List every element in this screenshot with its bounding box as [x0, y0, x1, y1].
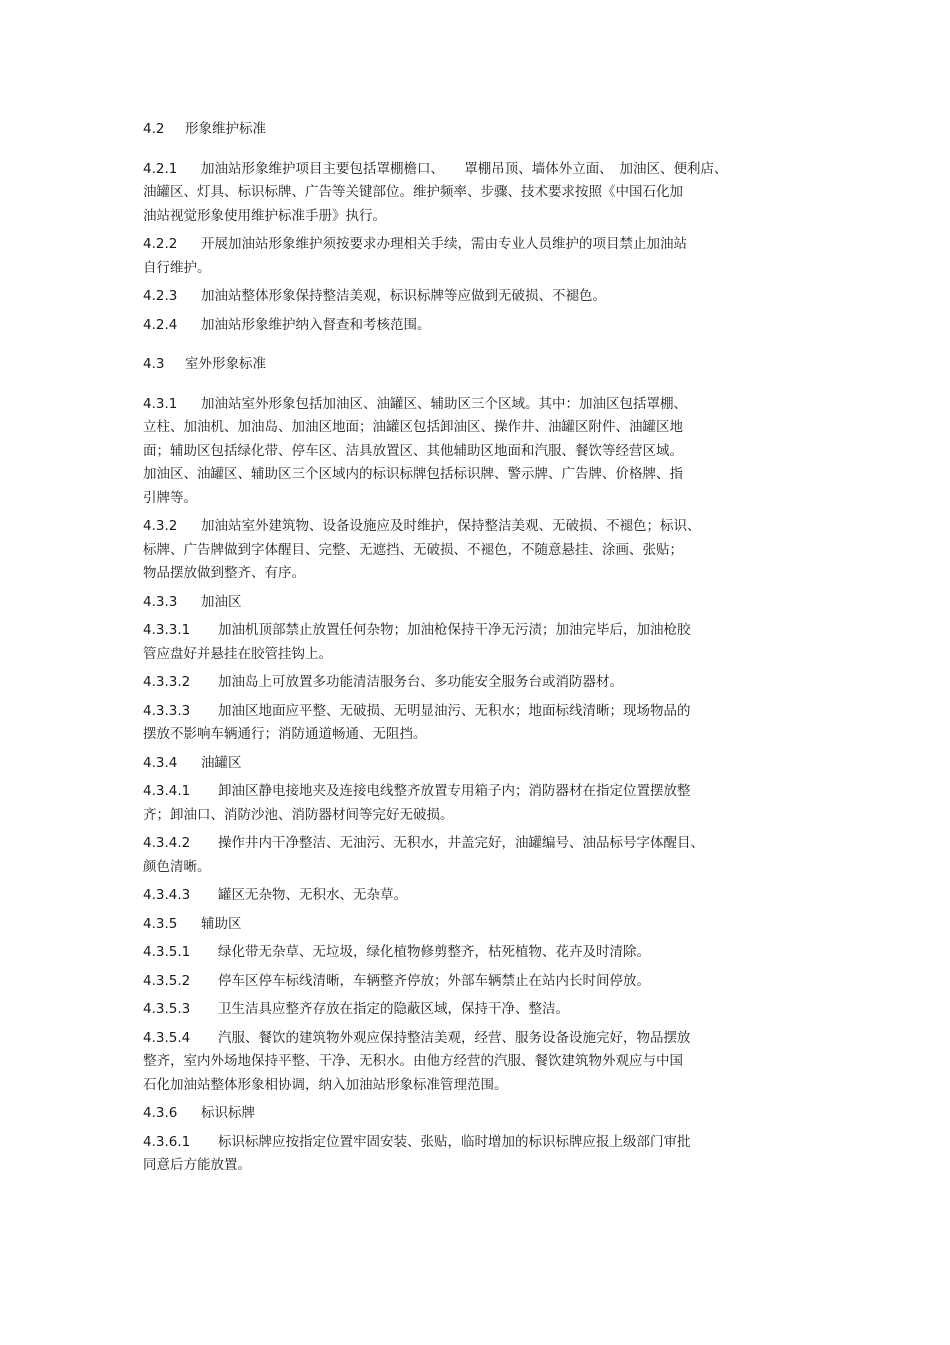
text-line: [143, 393, 823, 417]
clause-number: 4.2.3: [143, 288, 178, 304]
clause-number: 4.3.4.1: [143, 783, 191, 799]
text-line: [143, 970, 823, 994]
clause-text: 罐区无杂物、无积水、无杂草。: [218, 887, 407, 903]
clause-paragraph: [143, 158, 823, 229]
text-line: [143, 118, 823, 142]
clause-text: 加油区、油罐区、辅助区三个区域内的标识标牌包括标识牌、警示牌、广告牌、价格牌、指: [143, 466, 683, 482]
text-line: [143, 913, 823, 937]
clause-paragraph: [143, 752, 823, 776]
clause-text: 操作井内干净整洁、无油污、无积水，井盖完好，油罐编号、油品标号字体醒目、: [218, 835, 704, 851]
clause-number: 4.3.3.3: [143, 702, 191, 719]
clause-paragraph: [143, 913, 823, 937]
document-body: [143, 118, 823, 1178]
clause-text: 加油岛上可放置多功能清洁服务台、多功能安全服务台或消防器材。: [218, 674, 623, 690]
clause-number: 4.3.4: [143, 754, 178, 771]
text-line: [143, 1154, 823, 1178]
text-line: [143, 515, 823, 539]
clause-text: 自行维护。: [143, 259, 211, 276]
clause-number: 4.3.5.2: [143, 972, 191, 989]
clause-paragraph: [143, 700, 823, 747]
clause-paragraph: [143, 780, 823, 827]
clause-text: 面；辅助区包括绿化带、停车区、洁具放置区、其他辅助区地面和汽服、餐饮等经营区域。: [143, 442, 683, 459]
clause-text: 绿化带无杂草、无垃圾，绿化植物修剪整齐，枯死植物、花卉及时清除。: [218, 944, 650, 960]
text-line: [143, 804, 823, 828]
clause-number: 4.2.4: [143, 316, 178, 333]
clause-text: 立柱、加油机、加油岛、加油区地面；油罐区包括卸油区、操作井、油罐区附件、油罐区地: [143, 419, 683, 435]
clause-text: 油罐区: [201, 754, 242, 771]
clause-text: 加油区地面应平整、无破损、无明显油污、无积水；地面标线清晰；现场物品的: [218, 702, 691, 719]
clause-text: 物品摆放做到整齐、有序。: [143, 565, 305, 581]
section-heading: [143, 353, 823, 377]
clause-text: 加油站形象维护纳入督查和考核范围。: [201, 316, 431, 333]
text-line: [143, 1027, 823, 1051]
clause-number: 4.3.4.3: [143, 887, 191, 903]
text-line: [143, 158, 823, 182]
text-line: [143, 463, 823, 487]
clause-number: 4.3.3: [143, 593, 178, 610]
clause-text: 加油站室外形象包括加油区、油罐区、辅助区三个区域。其中：加油区包括罩棚、: [201, 395, 687, 412]
text-line: [143, 998, 823, 1022]
clause-paragraph: [143, 1102, 823, 1126]
text-line: [143, 1074, 823, 1098]
text-line: [143, 539, 823, 563]
clause-number: 4.3: [143, 356, 165, 372]
clause-text: 齐；卸油口、消防沙池、消防器材间等完好无破损。: [143, 806, 454, 823]
clause-paragraph: [143, 671, 823, 695]
clause-text: 形象维护标准: [185, 121, 266, 137]
clause-text: 油站视觉形象使用维护标准手册》执行。: [143, 207, 386, 224]
clause-paragraph: [143, 1027, 823, 1098]
clause-paragraph: [143, 285, 823, 309]
text-line: [143, 832, 823, 856]
clause-text: 汽服、餐饮的建筑物外观应保持整洁美观，经营、服务设备设施完好，物品摆放: [218, 1029, 691, 1046]
clause-text: 室外形象标准: [185, 356, 266, 372]
text-line: [143, 752, 823, 776]
clause-number: 4.2.2: [143, 236, 178, 252]
clause-paragraph: [143, 619, 823, 666]
clause-text: 油罐区、灯具、标识标牌、广告等关键部位。维护频率、步骤、技术要求按照《中国石化加: [143, 184, 683, 200]
text-line: [143, 440, 823, 464]
clause-paragraph: [143, 515, 823, 586]
clause-paragraph: [143, 832, 823, 879]
clause-text: 加油机顶部禁止放置任何杂物；加油枪保持干净无污渍；加油完毕后，加油枪胶: [218, 622, 691, 638]
text-line: [143, 941, 823, 965]
clause-text: 加油站室外建筑物、设备设施应及时维护，保持整洁美观、无破损、不褪色；标识、: [201, 518, 701, 534]
clause-text: 加油区: [201, 593, 242, 610]
clause-paragraph: [143, 1131, 823, 1178]
clause-number: 4.3.2: [143, 518, 178, 534]
clause-number: 4.3.5.3: [143, 1001, 191, 1017]
text-line: [143, 1131, 823, 1155]
clause-paragraph: [143, 233, 823, 280]
clause-text: 卸油区静电接地夹及连接电线整齐放置专用箱子内；消防器材在指定位置摆放整: [218, 783, 691, 799]
clause-paragraph: [143, 591, 823, 615]
text-line: [143, 416, 823, 440]
clause-text: 加油站形象维护项目主要包括罩棚檐口、 罩棚吊顶、墙体外立面、 加油区、便利店、: [201, 160, 728, 177]
clause-number: 4.3.6.1: [143, 1133, 191, 1150]
text-line: [143, 205, 823, 229]
clause-number: 4.2.1: [143, 160, 178, 177]
clause-text: 引牌等。: [143, 489, 197, 506]
clause-text: 管应盘好并悬挂在胶管挂钩上。: [143, 645, 332, 662]
clause-text: 开展加油站形象维护须按要求办理相关手续，需由专业人员维护的项目禁止加油站: [201, 236, 687, 252]
text-line: [143, 233, 823, 257]
clause-text: 同意后方能放置。: [143, 1157, 251, 1173]
clause-text: 加油站整体形象保持整洁美观，标识标牌等应做到无破损、不褪色。: [201, 288, 606, 304]
text-line: [143, 353, 823, 377]
clause-number: 4.3.4.2: [143, 835, 191, 851]
clause-number: 4.2: [143, 121, 165, 137]
clause-text: 辅助区: [201, 915, 242, 932]
text-line: [143, 780, 823, 804]
text-line: [143, 700, 823, 724]
clause-paragraph: [143, 884, 823, 908]
text-line: [143, 1102, 823, 1126]
text-line: [143, 643, 823, 667]
clause-number: 4.3.6: [143, 1105, 178, 1121]
text-line: [143, 723, 823, 747]
clause-text: 颜色清晰。: [143, 858, 211, 875]
clause-paragraph: [143, 314, 823, 338]
text-line: [143, 562, 823, 586]
clause-text: 摆放不影响车辆通行；消防通道畅通、无阻挡。: [143, 726, 427, 742]
clause-text: 标识标牌: [201, 1105, 255, 1121]
clause-paragraph: [143, 998, 823, 1022]
text-line: [143, 591, 823, 615]
clause-paragraph: [143, 970, 823, 994]
text-line: [143, 671, 823, 695]
text-line: [143, 1050, 823, 1074]
text-line: [143, 619, 823, 643]
clause-number: 4.3.3.2: [143, 674, 191, 690]
clause-number: 4.3.5: [143, 915, 178, 932]
text-line: [143, 856, 823, 880]
text-line: [143, 314, 823, 338]
clause-text: 石化加油站整体形象相协调，纳入加油站形象标准管理范围。: [143, 1076, 508, 1093]
text-line: [143, 257, 823, 281]
clause-text: 标牌、广告牌做到字体醒目、完整、无遮挡、无破损、不褪色，不随意悬挂、涂画、张贴；: [143, 541, 683, 558]
text-line: [143, 487, 823, 511]
clause-number: 4.3.5.1: [143, 944, 191, 960]
clause-text: 整齐，室内外场地保持平整、干净、无积水。由他方经营的汽服、餐饮建筑物外观应与中国: [143, 1053, 683, 1069]
clause-paragraph: [143, 941, 823, 965]
clause-number: 4.3.5.4: [143, 1029, 191, 1046]
section-heading: [143, 118, 823, 142]
clause-number: 4.3.3.1: [143, 622, 191, 638]
clause-number: 4.3.1: [143, 395, 178, 412]
text-line: [143, 181, 823, 205]
text-line: [143, 884, 823, 908]
clause-text: 卫生洁具应整齐存放在指定的隐蔽区域，保持干净、整洁。: [218, 1001, 569, 1017]
clause-text: 停车区停车标线清晰，车辆整齐停放；外部车辆禁止在站内长时间停放。: [218, 972, 650, 989]
clause-paragraph: [143, 393, 823, 511]
clause-text: 标识标牌应按指定位置牢固安装、张贴，临时增加的标识标牌应报上级部门审批: [218, 1133, 691, 1150]
text-line: [143, 285, 823, 309]
